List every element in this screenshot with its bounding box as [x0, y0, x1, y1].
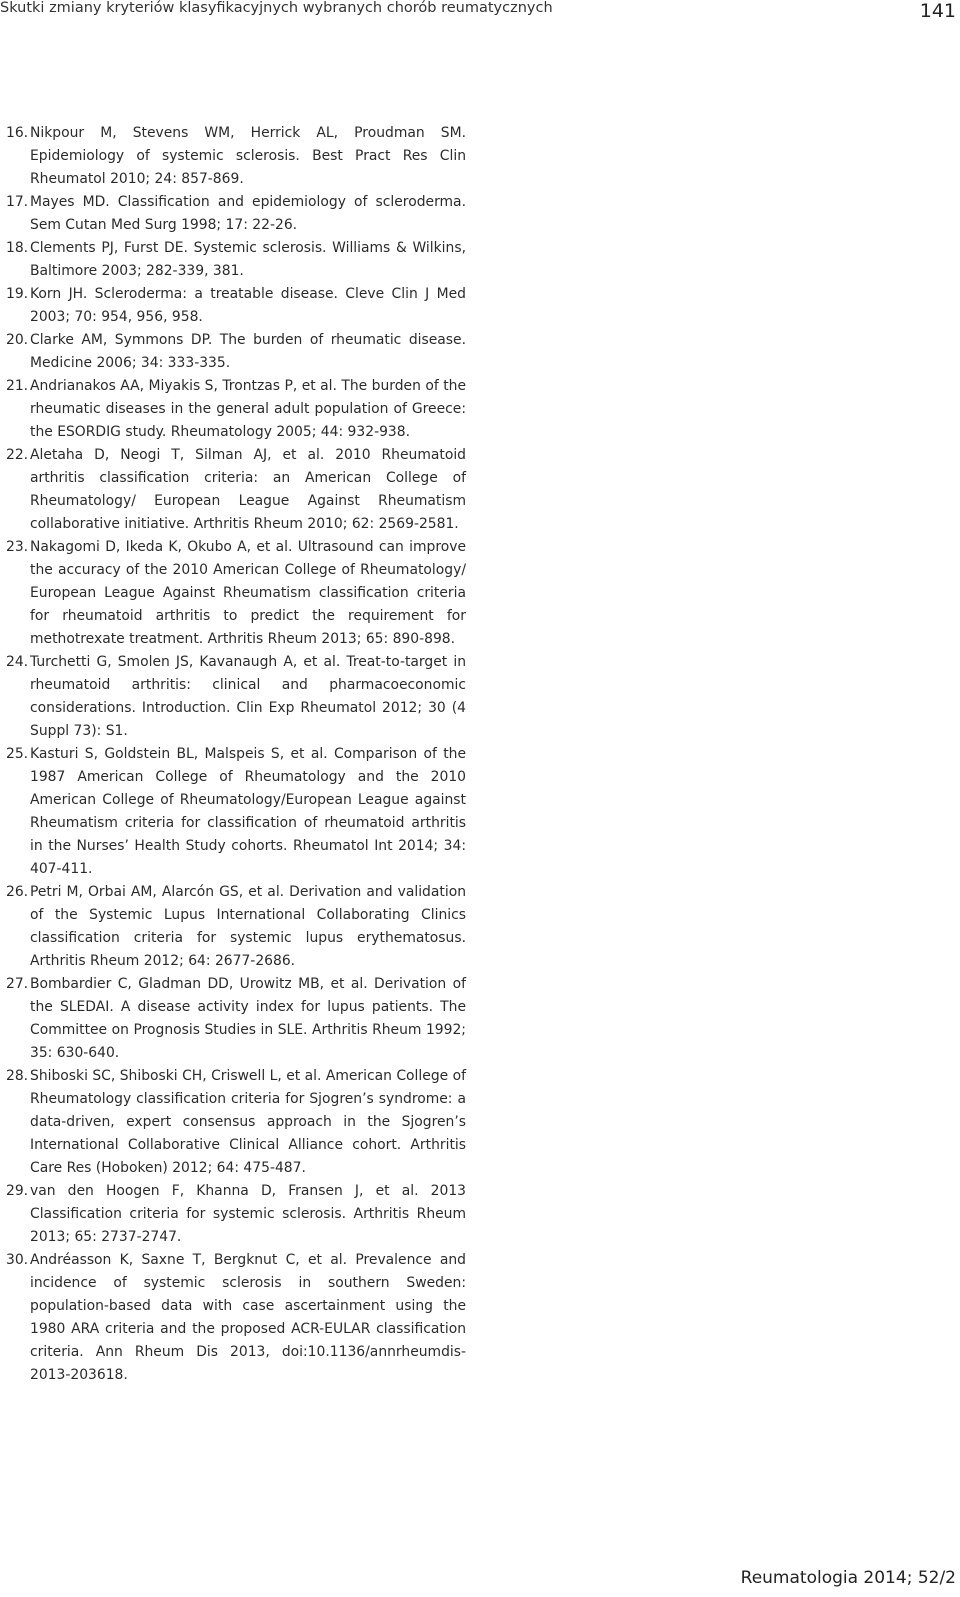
reference-number: 29.	[6, 1183, 29, 1199]
reference-number: 16.	[6, 125, 29, 141]
reference-item	[6, 1065, 466, 1180]
reference-item	[6, 973, 466, 1065]
reference-item	[6, 444, 466, 536]
reference-text: Aletaha D, Neogi T, Silman AJ, et al. 2010 Rheumatoid arthritis classification criteria: an American College of Rheumatology/ European League Against Rheumatism collaborative initiative. Arthritis Rheum 2010; 62: 2569-2581.	[30, 447, 466, 532]
reference-number: 22.	[6, 447, 29, 463]
reference-item	[6, 375, 466, 444]
reference-number: 21.	[6, 378, 29, 394]
reference-item	[6, 881, 466, 973]
page-number: 141	[919, 0, 956, 22]
reference-number: 27.	[6, 976, 29, 992]
reference-item	[6, 329, 466, 375]
reference-text: Shiboski SC, Shiboski CH, Criswell L, et al. American College of Rheumatology classification criteria for Sjogren’s syndrome: a data-driven, expert consensus approach in the Sjogren’s International Collaborative Clinical Alliance cohort. Arthritis Care Res (Hoboken) 2012; 64: 475-487.	[30, 1068, 466, 1176]
reference-item	[6, 1180, 466, 1249]
reference-number: 24.	[6, 654, 29, 670]
reference-item	[6, 743, 466, 881]
reference-text: Turchetti G, Smolen JS, Kavanaugh A, et al. Treat-to-target in rheumatoid arthritis: clinical and pharmacoeconomic considerations. Introduction. Clin Exp Rheumatol 2012; 30 (4 Suppl 73): S1.	[30, 654, 466, 739]
reference-item	[6, 651, 466, 743]
reference-text: van den Hoogen F, Khanna D, Fransen J, et al. 2013 Classification criteria for systemic sclerosis. Arthritis Rheum 2013; 65: 2737-2747.	[30, 1183, 466, 1245]
reference-item	[6, 237, 466, 283]
reference-text: Nikpour M, Stevens WM, Herrick AL, Proudman SM. Epidemiology of systemic sclerosis. Best Pract Res Clin Rheumatol 2010; 24: 857-869.	[30, 125, 466, 187]
reference-number: 20.	[6, 332, 29, 348]
reference-number: 23.	[6, 539, 29, 555]
reference-text: Bombardier C, Gladman DD, Urowitz MB, et al. Derivation of the SLEDAI. A disease activity index for lupus patients. The Committee on Prognosis Studies in SLE. Arthritis Rheum 1992; 35: 630-640.	[30, 976, 466, 1061]
reference-number: 25.	[6, 746, 29, 762]
reference-text: Nakagomi D, Ikeda K, Okubo A, et al. Ultrasound can improve the accuracy of the 2010 American College of Rheumatology/ European League Against Rheumatism classification criteria for rheumatoid arthritis to predict the requirement for methotrexate treatment. Arthritis Rheum 2013; 65: 890-898.	[30, 539, 466, 647]
reference-item	[6, 536, 466, 651]
reference-text: Clarke AM, Symmons DP. The burden of rheumatic disease. Medicine 2006; 34: 333-335.	[30, 332, 466, 371]
running-head: Skutki zmiany kryteriów klasyfikacyjnych wybranych chorób reumatycznych	[0, 0, 553, 16]
reference-list	[6, 122, 466, 1387]
reference-number: 26.	[6, 884, 29, 900]
reference-number: 18.	[6, 240, 29, 256]
journal-footer: Reumatologia 2014; 52/2	[740, 1568, 956, 1588]
reference-text: Mayes MD. Classification and epidemiology of scleroderma. Sem Cutan Med Surg 1998; 17: 22-26.	[30, 194, 466, 233]
reference-number: 28.	[6, 1068, 29, 1084]
reference-number: 30.	[6, 1252, 29, 1268]
reference-number: 19.	[6, 286, 29, 302]
reference-text: Kasturi S, Goldstein BL, Malspeis S, et al. Comparison of the 1987 American College of Rheumatology and the 2010 American College of Rheumatology/European League against Rheumatism criteria for classification of rheumatoid arthritis in the Nurses’ Health Study cohorts. Rheumatol Int 2014; 34: 407-411.	[30, 746, 466, 877]
reference-text: Korn JH. Scleroderma: a treatable disease. Cleve Clin J Med 2003; 70: 954, 956, 958.	[30, 286, 466, 325]
reference-number: 17.	[6, 194, 29, 210]
reference-text: Petri M, Orbai AM, Alarcón GS, et al. Derivation and validation of the Systemic Lupus International Collaborating Clinics classification criteria for systemic lupus erythematosus. Arthritis Rheum 2012; 64: 2677-2686.	[30, 884, 466, 969]
reference-text: Andrianakos AA, Miyakis S, Trontzas P, et al. The burden of the rheumatic diseases in the general adult population of Greece: the ESORDIG study. Rheumatology 2005; 44: 932-938.	[30, 378, 466, 440]
reference-text: Clements PJ, Furst DE. Systemic sclerosis. Williams & Wilkins, Baltimore 2003; 282-339, 381.	[30, 240, 466, 279]
reference-item	[6, 122, 466, 191]
reference-item	[6, 191, 466, 237]
reference-item	[6, 283, 466, 329]
reference-text: Andréasson K, Saxne T, Bergknut C, et al. Prevalence and incidence of systemic sclerosis in southern Sweden: population-based data with case ascertainment using the 1980 ARA criteria and the proposed ACR-EULAR classification criteria. Ann Rheum Dis 2013, doi:10.1136/annrheumdis-2013-203618.	[30, 1252, 466, 1383]
reference-item	[6, 1249, 466, 1387]
